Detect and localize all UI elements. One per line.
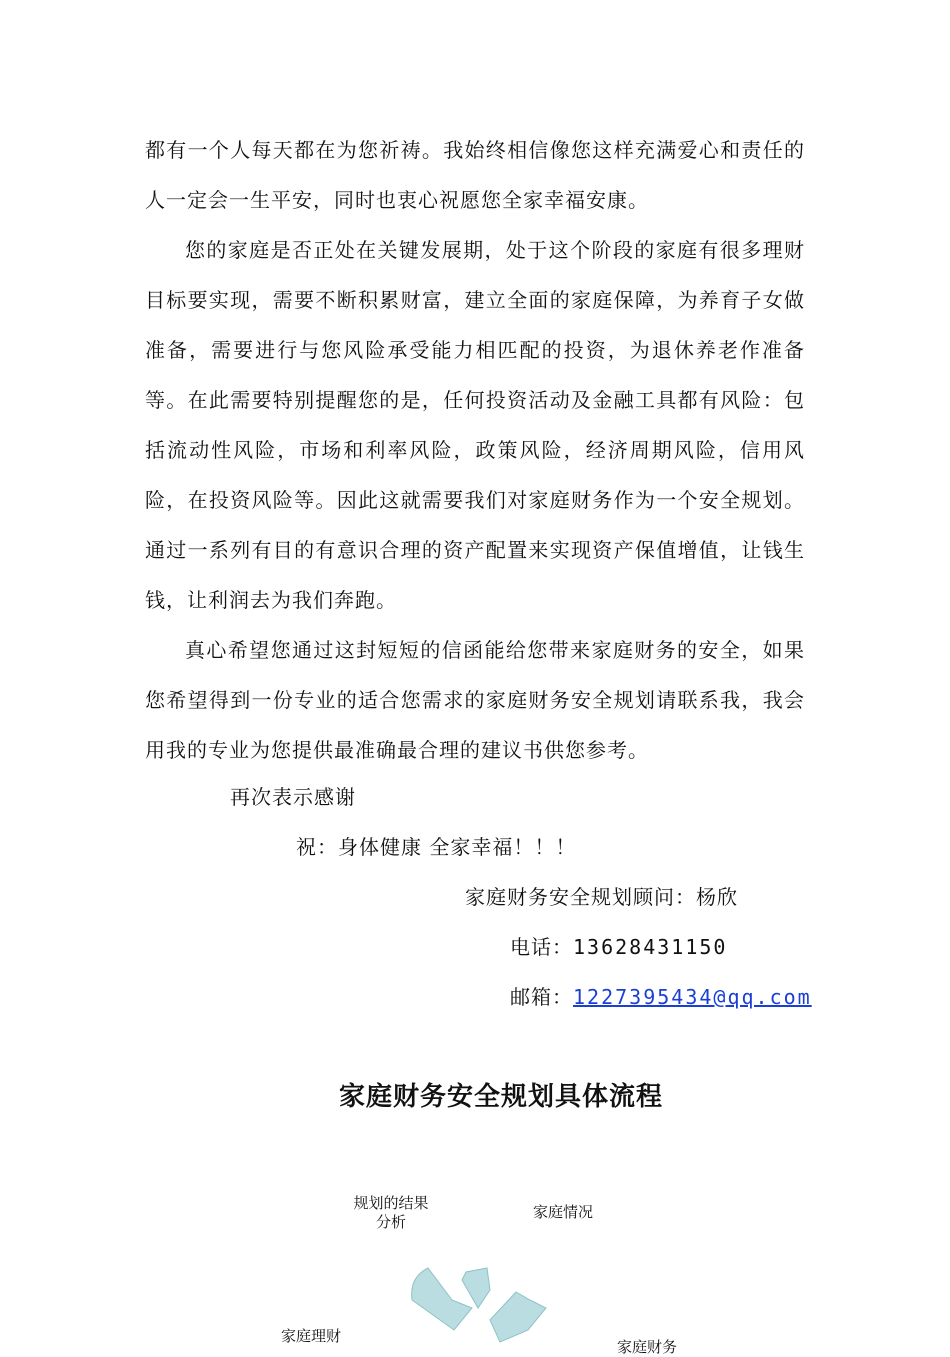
- node-family-wealth-management: 家庭理财: [280, 1327, 341, 1345]
- contact-phone: [510, 922, 727, 972]
- closing-thanks: 再次表示感谢: [230, 785, 356, 809]
- letter-paragraph-3: 真心希望您通过这封短短的信函能给您带来家庭财务的安全，如果您希望得到一份专业的适合您需求的家庭财务安全规划请联系我，我会用我的专业为您提供最准确最合理的建议书供您参考。: [145, 638, 805, 762]
- phone-number: 13628431150: [573, 935, 728, 959]
- letter-body: [145, 125, 805, 775]
- node-family-situation: 家庭情况: [532, 1203, 593, 1221]
- cycle-arrow-top: [462, 1268, 490, 1308]
- letter-paragraph-2: 您的家庭是否正处在关键发展期，处于这个阶段的家庭有很多理财目标要实现，需要不断积累财富，建立全面的家庭保障，为养育子女做准备，需要进行与您风险承受能力相匹配的投资，为退休养老作准备等。在此需要特别提醒您的是，任何投资活动及金融工具都有风险：包括流动性风险，市场和利率风险，政策风险，经济周期风险，信用风险，在投资风险等。因此这就需要我们对家庭财务作为一个安全规划。通过一系列有目的有意识合理的资产配置来实现资产保值增值，让钱生钱，让利润去为我们奔跑。: [145, 238, 805, 612]
- node-result-analysis: 规划的结果分析: [353, 1194, 429, 1231]
- closing-wish: 祝：身体健康 全家幸福！！！: [296, 835, 577, 859]
- email-label: 邮箱：: [510, 985, 573, 1009]
- closing-signature: 家庭财务安全规划顾问：杨欣: [465, 885, 738, 909]
- letter-paragraph-1: 都有一个人每天都在为您祈祷。我始终相信像您这样充满爱心和责任的人一定会一生平安，同时也衷心祝愿您全家幸福安康。: [145, 138, 805, 212]
- cycle-arrows-graphic: [240, 1180, 760, 1344]
- contact-email: [510, 972, 812, 1022]
- cycle-arrow-shapes: [412, 1268, 546, 1342]
- cycle-arrow-right: [490, 1292, 546, 1342]
- section-title: 家庭财务安全规划具体流程: [338, 1082, 663, 1112]
- phone-label: 电话：: [510, 935, 573, 959]
- flow-diagram: [240, 1180, 760, 1356]
- node-family-finance: 家庭财务: [616, 1338, 677, 1356]
- email-link[interactable]: 1227395434@qq.com: [573, 985, 812, 1009]
